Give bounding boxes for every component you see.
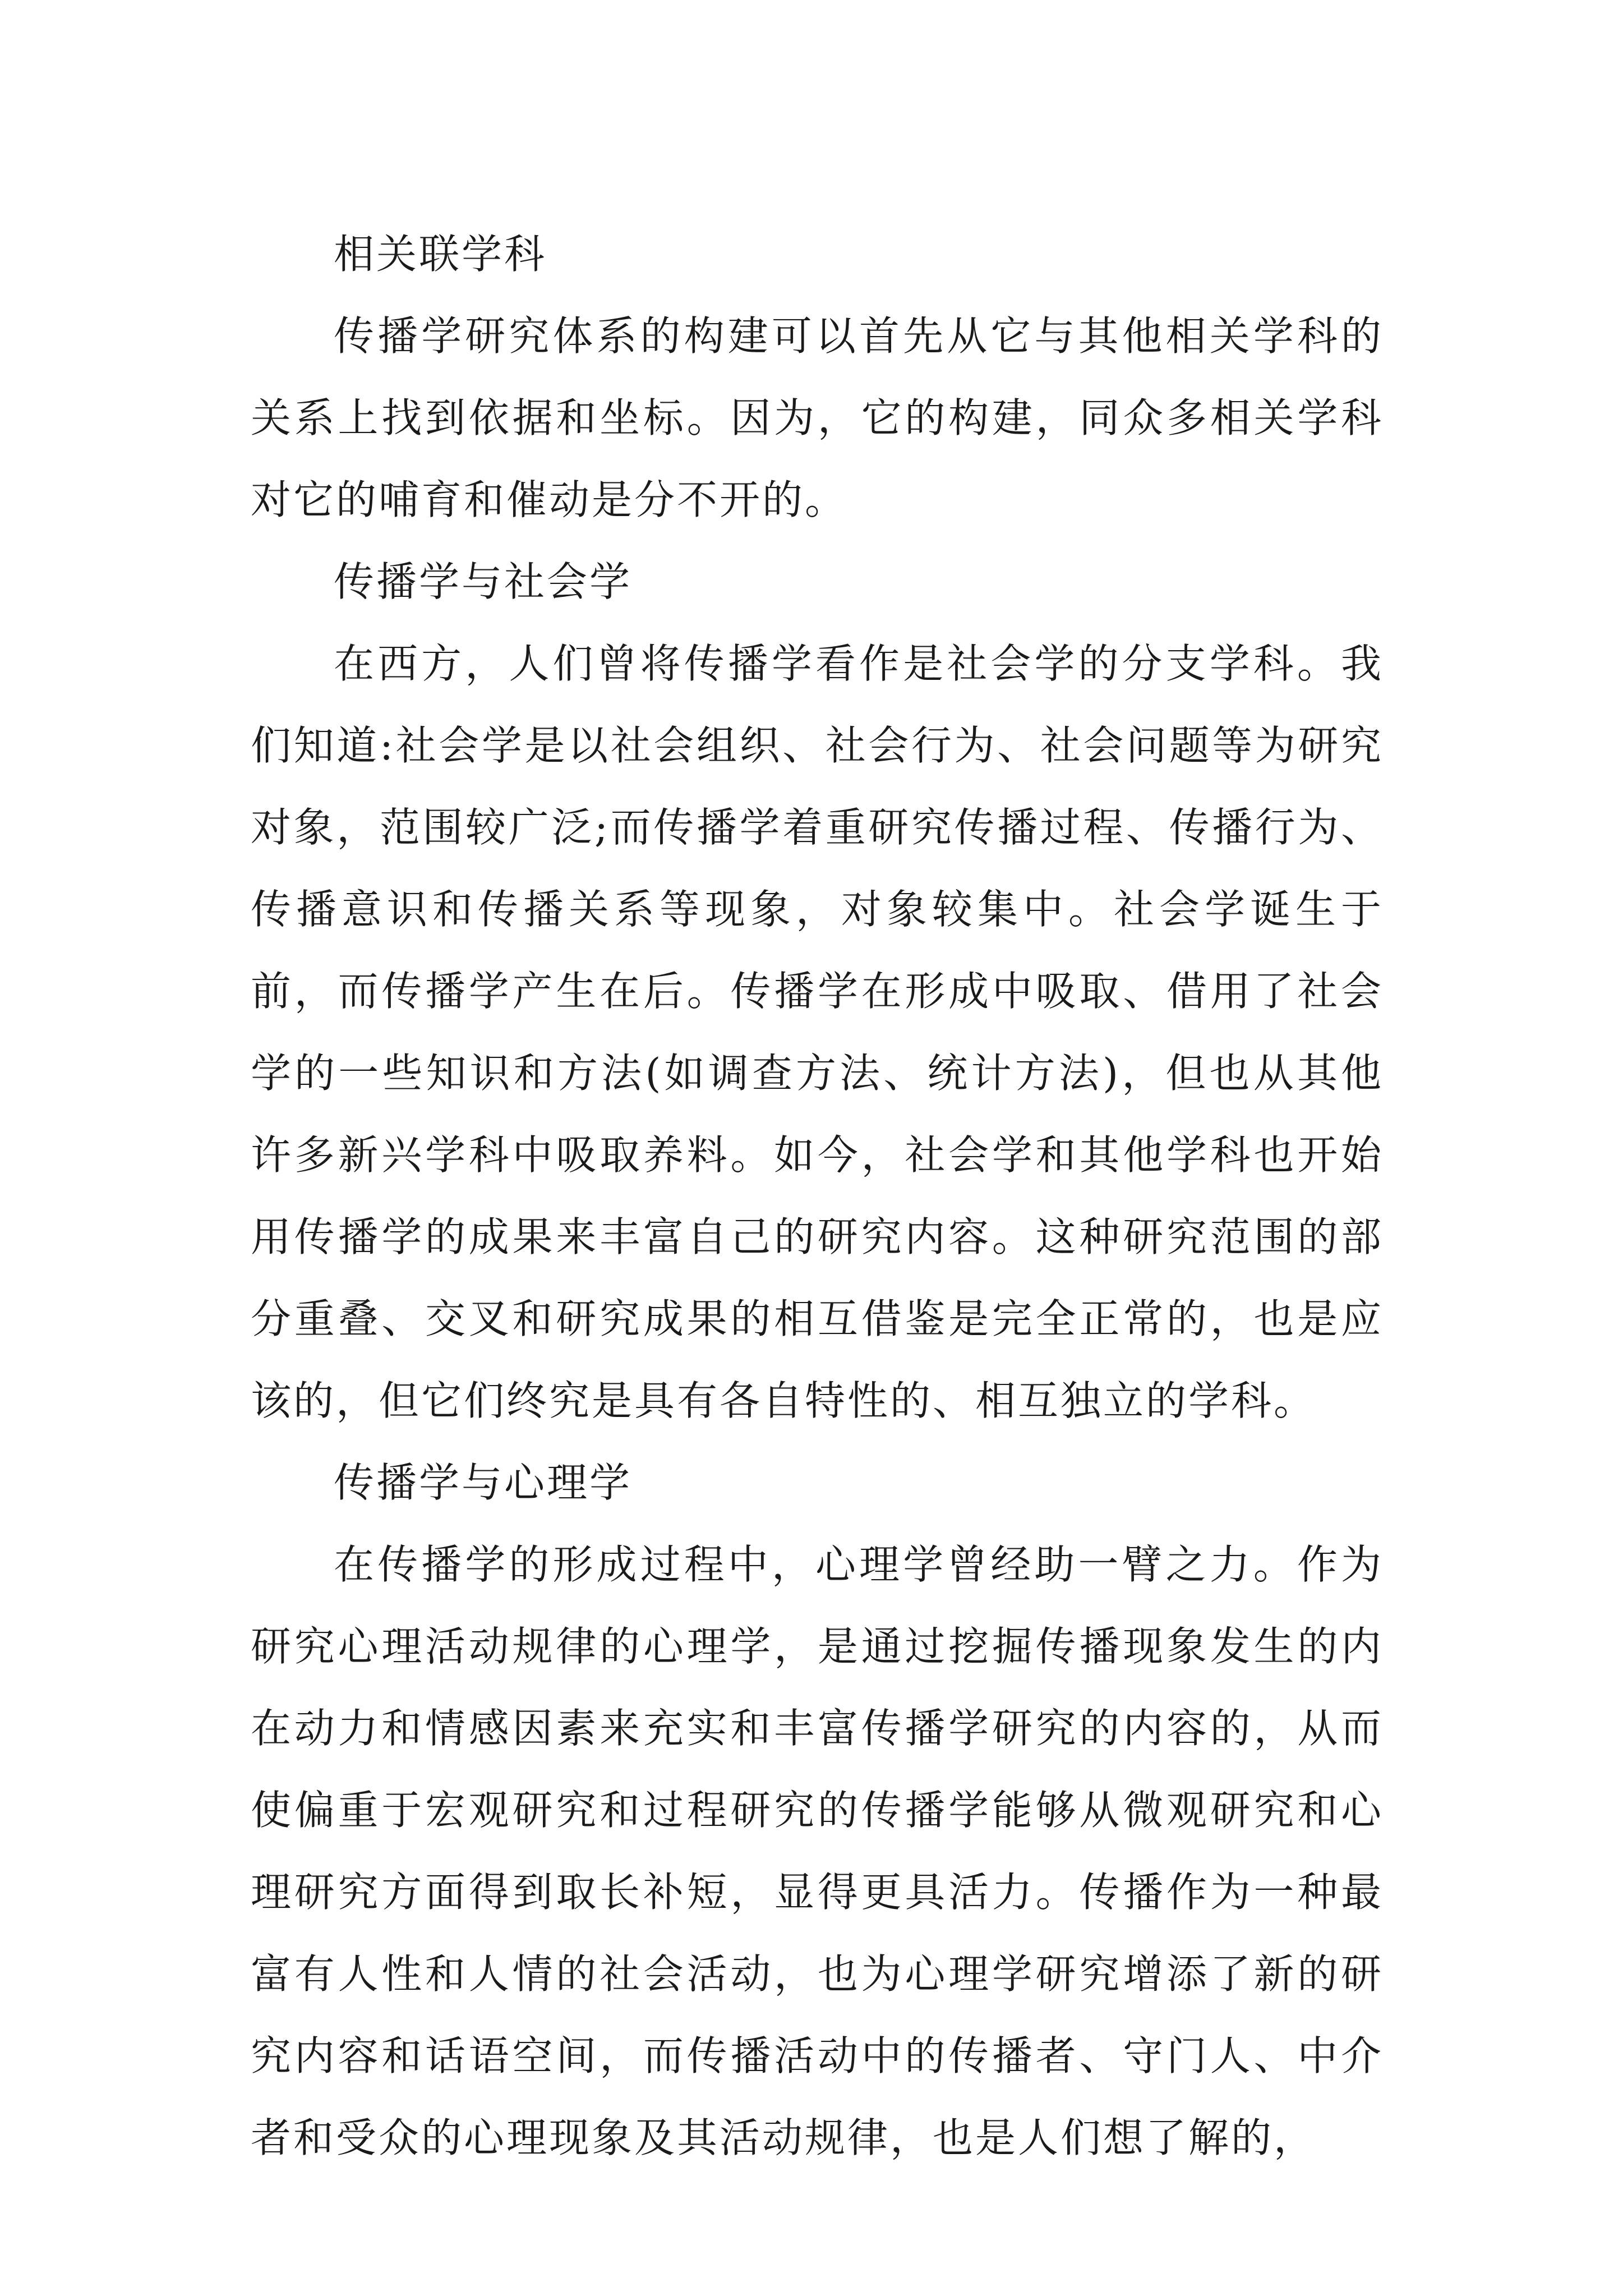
document-body bbox=[251, 213, 1384, 2179]
paragraph-sociology: 在西方，人们曾将传播学看作是社会学的分支学科。我们知道:社会学是以社会组织、社会行为、社会问题等为研究对象，范围较广泛;而传播学着重研究传播过程、传播行为、传播意识和传播关系等现象，对象较集中。社会学诞生于前，而传播学产生在后。传播学在形成中吸取、借用了社会学的一些知识和方法(如调查方法、统计方法)，但也从其他许多新兴学科中吸取养料。如今，社会学和其他学科也开始用传播学的成果来丰富自己的研究内容。这种研究范围的部分重叠、交叉和研究成果的相互借鉴是完全正常的，也是应该的，但它们终究是具有各自特性的、相互独立的学科。 bbox=[251, 640, 1384, 1424]
paragraph-related-disciplines: 传播学研究体系的构建可以首先从它与其他相关学科的关系上找到依据和坐标。因为，它的构建，同众多相关学科对它的哺育和催动是分不开的。 bbox=[251, 312, 1384, 523]
section-heading-psychology: 传播学与心理学 bbox=[334, 1459, 633, 1506]
section-heading-sociology: 传播学与社会学 bbox=[334, 558, 633, 605]
paragraph-psychology: 在传播学的形成过程中，心理学曾经助一臂之力。作为研究心理活动规律的心理学，是通过挖掘传播现象发生的内在动力和情感因素来充实和丰富传播学研究的内容的，从而使偏重于宏观研究和过程研究的传播学能够从微观研究和心理研究方面得到取长补短，显得更具活力。传播作为一种最富有人性和人情的社会活动，也为心理学研究增添了新的研究内容和话语空间，而传播活动中的传播者、守门人、中介者和受众的心理现象及其活动规律，也是人们想了解的， bbox=[251, 1541, 1384, 2161]
section-heading-related-disciplines: 相关联学科 bbox=[334, 231, 547, 278]
